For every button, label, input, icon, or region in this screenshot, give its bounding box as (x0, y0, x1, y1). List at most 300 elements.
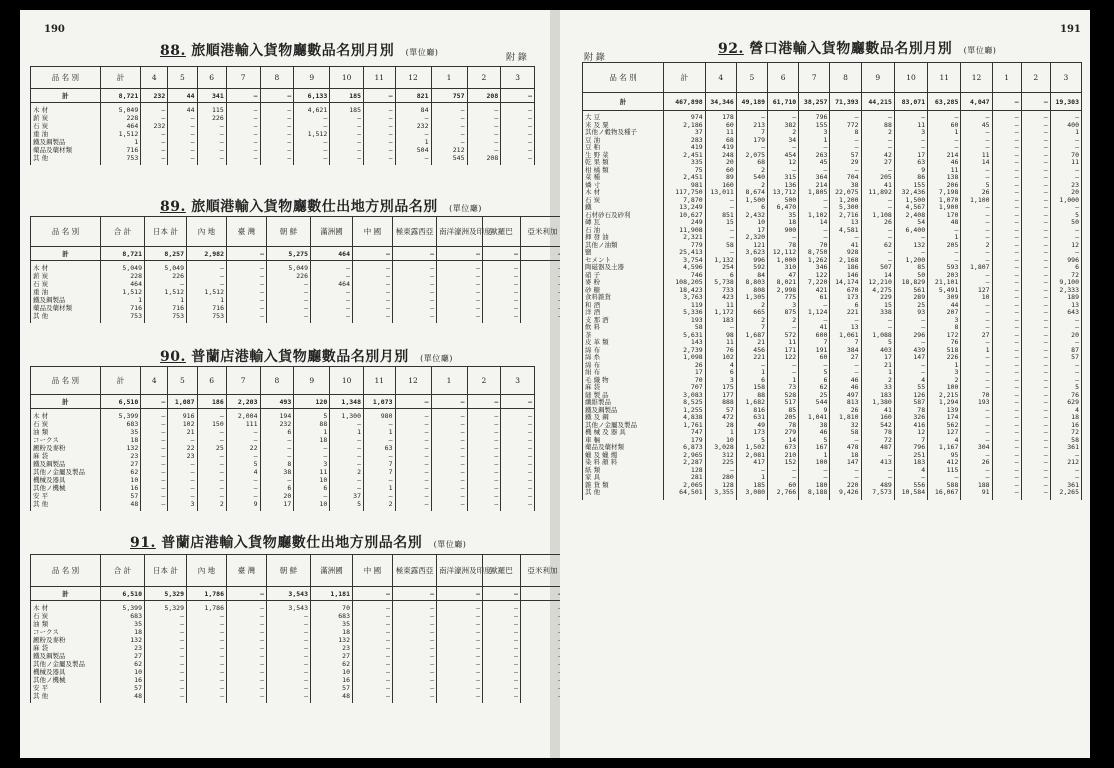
row-value: 46 (950, 158, 959, 166)
row-value: 629 (1067, 398, 1079, 406)
row-value: — (494, 130, 499, 138)
row-value: 753 (126, 154, 139, 162)
row-value: — (514, 312, 518, 320)
row-value (523, 604, 562, 612)
row-label: 硝 子 (585, 270, 601, 279)
row-value: — (460, 130, 465, 138)
table-89-name: 旅順港輸入貨物廳數仕出地方別品名別 (191, 199, 438, 215)
row-value: 3,763 (683, 293, 703, 301)
row-value: 12 (917, 428, 926, 436)
row-value: 29 (850, 158, 859, 166)
row-value: — (304, 628, 308, 636)
row-value: — (1075, 225, 1079, 234)
row-value: 5 (761, 435, 766, 444)
row-value: — (190, 436, 195, 444)
row-value: — (1043, 398, 1048, 406)
row-value: — (1043, 120, 1048, 129)
row-value: 2,004 (237, 412, 258, 420)
row-value: — (494, 484, 499, 492)
row-value (523, 692, 562, 700)
table-88 (30, 66, 535, 165)
row-value: 10 (319, 500, 328, 508)
row-value: 13,712 (772, 188, 797, 196)
row-value: 1 (138, 296, 142, 304)
row-value: — (921, 323, 926, 331)
row-value: 419 (690, 143, 703, 151)
row-value: — (1075, 360, 1079, 369)
row-value (523, 636, 562, 644)
row-value: — (424, 130, 429, 138)
row-value: — (1043, 293, 1048, 301)
row-value: — (1014, 338, 1019, 346)
row-value: 89 (726, 173, 734, 181)
row-value: — (887, 465, 892, 474)
row-value: 232 (416, 122, 429, 130)
row-value: 3,355 (714, 488, 734, 496)
row-value: 88 (757, 390, 766, 399)
row-value: 1,124 (807, 308, 828, 316)
row-value: 193 (690, 315, 703, 324)
table-91-name: 普蘭店港輸入貨物廳數仕出地方別品名別 (161, 535, 423, 551)
row-value: — (304, 636, 308, 644)
row-label: 重 油 (33, 288, 49, 296)
row-value: — (729, 248, 734, 256)
row-value: — (494, 476, 499, 484)
row-value: 8,803 (745, 278, 766, 286)
column-header: 6 (197, 67, 226, 89)
row-value: — (323, 138, 328, 146)
row-value: 1 (985, 345, 990, 354)
row-value: 279 (784, 428, 797, 436)
row-value: 1 (388, 428, 393, 436)
row-value: 226 (172, 272, 184, 280)
row-value: 518 (946, 345, 959, 354)
row-value (523, 652, 562, 660)
row-value: — (388, 436, 393, 444)
row-value: 772 (846, 120, 859, 129)
row-value: 121 (753, 240, 766, 249)
row-value: 58 (850, 428, 859, 436)
row-value: 55 (917, 383, 926, 391)
total-value (521, 247, 565, 261)
row-value (523, 668, 562, 676)
row-value: — (1043, 210, 1048, 219)
row-value: 796 (815, 113, 828, 121)
row-value: 75 (694, 165, 703, 174)
row-value: — (304, 652, 308, 660)
row-value: 2,451 (683, 150, 703, 159)
row-value: — (460, 444, 465, 452)
row-value: — (514, 280, 518, 288)
row-value: 18 (130, 436, 139, 444)
row-value: — (424, 114, 429, 122)
row-value: 9 (823, 405, 828, 414)
row-value: — (219, 146, 224, 154)
row-value: 226 (296, 272, 308, 280)
row-value: — (190, 114, 195, 122)
row-value: 2,998 (776, 285, 797, 294)
row-value: — (323, 452, 328, 460)
row-value: 20 (1071, 330, 1079, 339)
row-value: 11 (981, 150, 990, 159)
row-value: — (985, 383, 990, 391)
row-value: — (985, 270, 990, 279)
row-value: 13,249 (679, 203, 703, 211)
row-value: — (985, 473, 990, 481)
row-value: 17 (694, 368, 703, 376)
row-value: 2,965 (683, 450, 703, 459)
row-value: — (287, 436, 292, 444)
row-value: — (887, 225, 892, 234)
row-value: 588 (946, 480, 959, 489)
column-header: 歐羅巴 (483, 555, 521, 587)
row-value: — (220, 264, 224, 272)
row-value: 3 (823, 128, 828, 136)
row-value: 16 (1071, 420, 1079, 429)
table-88-title (160, 40, 438, 60)
row-value: 57 (1071, 353, 1079, 361)
total-label: 計 (583, 93, 664, 111)
row-value: 5 (357, 500, 361, 508)
row-value: — (260, 668, 264, 676)
row-value: 1 (357, 428, 361, 436)
row-value: — (460, 106, 465, 114)
row-value: 419 (722, 143, 734, 151)
total-row (31, 89, 535, 103)
row-value: — (823, 143, 828, 151)
row-value: — (1014, 270, 1019, 279)
row-value: 100 (815, 458, 828, 466)
row-value: — (985, 218, 990, 226)
row-value: — (219, 412, 224, 420)
row-value: 1,502 (745, 443, 766, 451)
row-value: — (460, 484, 465, 492)
row-value: 11 (788, 338, 797, 346)
row-value: — (430, 296, 434, 304)
total-value: — (353, 247, 393, 261)
row-value: — (1075, 368, 1079, 376)
row-value: 7 (854, 338, 859, 346)
row-value: 119 (690, 300, 703, 309)
row-value: 562 (946, 420, 959, 429)
row-value: 600 (815, 330, 828, 339)
row-value: 26 (694, 360, 703, 369)
row-label: 大 豆 (585, 113, 601, 121)
row-value: — (386, 272, 390, 280)
total-value: — (483, 247, 521, 261)
row-value: — (514, 272, 518, 280)
total-value: — (395, 395, 431, 409)
row-value: — (823, 233, 828, 241)
row-value: — (887, 233, 892, 241)
row-value: — (253, 106, 258, 114)
column-header: 2 (467, 67, 501, 89)
row-value: 21 (884, 360, 892, 369)
row-value: 11 (726, 128, 734, 136)
row-value: — (1014, 360, 1019, 369)
row-value: 1 (180, 296, 184, 304)
row-value: 132 (130, 636, 142, 644)
row-value: — (219, 468, 224, 476)
row-value: 177 (722, 390, 734, 399)
row-value: 572 (784, 330, 797, 339)
row-value: — (985, 428, 990, 436)
row-value: 540 (753, 173, 766, 181)
row-value: 147 (846, 458, 859, 466)
row-value: — (921, 473, 926, 481)
row-value: — (386, 304, 390, 312)
row-value: — (1043, 255, 1048, 264)
row-value: — (219, 130, 224, 138)
row-value: 212 (1067, 458, 1079, 466)
column-header: 7 (799, 63, 830, 93)
row-value: 1,088 (872, 330, 892, 339)
row-value: 76 (726, 345, 734, 354)
row-value: — (424, 476, 429, 484)
row-value: 1 (761, 473, 766, 481)
row-value: — (1014, 465, 1019, 474)
row-value: — (476, 692, 480, 700)
row-value: — (1043, 353, 1048, 361)
row-value: — (921, 113, 926, 121)
row-value: 2,451 (683, 173, 703, 181)
row-label: 燐 寸 (585, 180, 601, 189)
row-value: 183 (722, 315, 734, 324)
row-value: — (528, 436, 532, 444)
row-value: — (357, 420, 361, 428)
row-value: — (1043, 308, 1048, 316)
row-label: 麻 袋 (33, 644, 49, 652)
row-value: 228 (126, 114, 139, 122)
row-value: 382 (784, 120, 797, 129)
row-label: 鹽 (585, 248, 592, 256)
row-value: 5,631 (683, 330, 703, 339)
row-value: 1 (887, 368, 892, 376)
row-value: — (253, 122, 258, 130)
row-value: — (1014, 368, 1019, 376)
row-value: — (528, 122, 532, 130)
row-value: 17 (757, 225, 766, 234)
table-body (31, 601, 565, 704)
row-value: — (219, 436, 224, 444)
row-value: — (1043, 135, 1048, 144)
column-header: 3 (501, 67, 535, 89)
row-value: 3 (323, 460, 328, 468)
row-value: 18 (1071, 413, 1079, 421)
row-value: 21 (186, 428, 195, 436)
column-header: 1 (431, 67, 467, 89)
row-value: 143 (690, 338, 703, 346)
row-value: 20 (283, 492, 292, 500)
row-value: — (1014, 150, 1019, 159)
row-value: — (388, 122, 393, 130)
row-value: 50 (1071, 218, 1079, 226)
row-value: — (304, 676, 308, 684)
row-value: 2,408 (905, 210, 926, 219)
row-label: 油 類 (33, 620, 49, 628)
row-value: 5 (253, 460, 258, 468)
row-value: — (1014, 180, 1019, 189)
row-value: 497 (846, 390, 859, 399)
row-value: — (476, 676, 480, 684)
row-value: — (854, 315, 859, 324)
row-value: — (1014, 255, 1019, 264)
row-value: — (1014, 450, 1019, 459)
row-value: 47 (788, 270, 797, 279)
row-label: 陶磁器及土器 (585, 263, 624, 271)
row-value: 4,581 (839, 225, 859, 234)
column-header: 8 (830, 63, 861, 93)
row-value: — (388, 420, 393, 428)
column-header: 10 (894, 63, 927, 93)
row-value: 41 (884, 405, 892, 414)
row-value: 57 (342, 684, 350, 692)
row-value: 78 (884, 428, 892, 436)
row-value: 226 (212, 114, 224, 122)
row-value: 1 (323, 428, 328, 436)
row-value: 78 (788, 240, 797, 249)
row-value: 73 (788, 383, 797, 391)
row-value: 85 (788, 405, 797, 414)
column-header: 5 (168, 67, 197, 89)
row-value: — (1043, 360, 1048, 369)
row-value: — (1014, 375, 1019, 384)
row-value: 7 (388, 468, 393, 476)
row-value: 753 (172, 312, 184, 320)
row-value: — (1014, 353, 1019, 361)
row-value: — (190, 154, 195, 162)
row-value (523, 264, 562, 272)
row-value: — (219, 484, 224, 492)
row-value: — (180, 684, 184, 692)
total-label: 計 (31, 587, 101, 601)
row-value: — (1043, 368, 1048, 376)
row-value: 62 (884, 240, 892, 249)
row-value: 70 (342, 604, 350, 612)
row-value: — (476, 312, 480, 320)
row-value: 127 (977, 285, 990, 294)
row-value: 78 (917, 405, 926, 414)
row-value: — (430, 604, 434, 612)
row-value: 1,100 (970, 195, 990, 204)
column-header: 日本 計 (145, 217, 187, 247)
row-value: — (1043, 285, 1048, 294)
column-header: 南洋濠洲及印度 (437, 555, 483, 587)
table-92-name: 營口港輸入貨物廳數品名別月別 (749, 41, 953, 57)
row-value: — (430, 668, 434, 676)
row-value: 60 (788, 480, 797, 489)
total-value: — (437, 587, 483, 601)
row-value: — (260, 628, 264, 636)
row-value: 185 (349, 106, 361, 114)
row-value: 44 (950, 300, 959, 309)
row-value: — (1043, 165, 1048, 174)
row-value: — (190, 492, 195, 500)
row-value: — (430, 684, 434, 692)
row-value: — (823, 165, 828, 174)
total-label: 計 (31, 395, 101, 409)
total-label: 計 (31, 89, 101, 103)
row-value: 228 (130, 272, 142, 280)
row-value: 205 (784, 413, 797, 421)
row-value: 98 (726, 330, 734, 339)
row-value: 26 (981, 188, 990, 196)
row-value: 283 (690, 135, 703, 144)
row-value: — (494, 500, 499, 508)
row-label: 米 及 粟 (585, 120, 609, 129)
row-value: — (1075, 450, 1079, 459)
row-value: — (460, 492, 465, 500)
row-value: — (180, 660, 184, 668)
row-value: 4 (253, 468, 258, 476)
total-value: — (227, 587, 267, 601)
column-header: 12 (395, 67, 431, 89)
row-value: — (161, 130, 166, 138)
row-value: — (887, 203, 892, 211)
row-value: — (460, 460, 465, 468)
row-value: 44 (186, 106, 195, 114)
total-value: 493 (260, 395, 294, 409)
row-value: — (1043, 338, 1048, 346)
row-value: 16,067 (934, 488, 959, 496)
row-value: — (386, 612, 390, 620)
row-label: 揮 發 油 (585, 233, 609, 241)
row-value: — (287, 106, 292, 114)
row-value: — (921, 338, 926, 346)
row-value: — (887, 135, 892, 144)
row-value: — (1075, 233, 1079, 241)
column-header: 9 (294, 67, 330, 89)
row-value: 1,000 (776, 255, 797, 264)
row-value: 57 (134, 684, 142, 692)
row-value: — (494, 428, 499, 436)
row-value: — (386, 296, 390, 304)
row-value: 875 (784, 308, 797, 316)
column-header: 極東露西亞 (393, 555, 437, 587)
row-value: 4 (1075, 405, 1079, 414)
table-body (31, 261, 565, 324)
row-value: 4,838 (683, 413, 703, 421)
row-value: 544 (815, 398, 828, 406)
row-value: 60 (726, 120, 734, 129)
total-value: 467,898 (664, 93, 706, 111)
row-value: 6 (854, 300, 859, 309)
row-value: — (323, 146, 328, 154)
total-value: — (431, 395, 467, 409)
row-value: 454 (784, 150, 797, 159)
row-label: 石 炭 (33, 280, 49, 288)
row-value: 84 (420, 106, 429, 114)
row-value: 225 (722, 458, 734, 466)
row-label: 藥品及藥材類 (33, 304, 72, 312)
row-value: 2,287 (683, 458, 703, 466)
total-row (31, 587, 565, 601)
total-value (521, 587, 565, 601)
column-header: 7 (226, 367, 260, 395)
row-value: — (219, 460, 224, 468)
row-value: 2 (954, 375, 959, 384)
row-value: — (323, 154, 328, 162)
column-header: 1 (431, 367, 467, 395)
row-value: — (1014, 398, 1019, 406)
row-value: 160 (880, 413, 892, 421)
row-value: 186 (846, 263, 859, 271)
row-value: 60 (726, 165, 734, 174)
row-label: 纖維製品 (585, 398, 611, 406)
row-value: 32 (850, 420, 859, 429)
row-value: 4 (921, 465, 926, 474)
row-value: 54 (917, 218, 926, 226)
